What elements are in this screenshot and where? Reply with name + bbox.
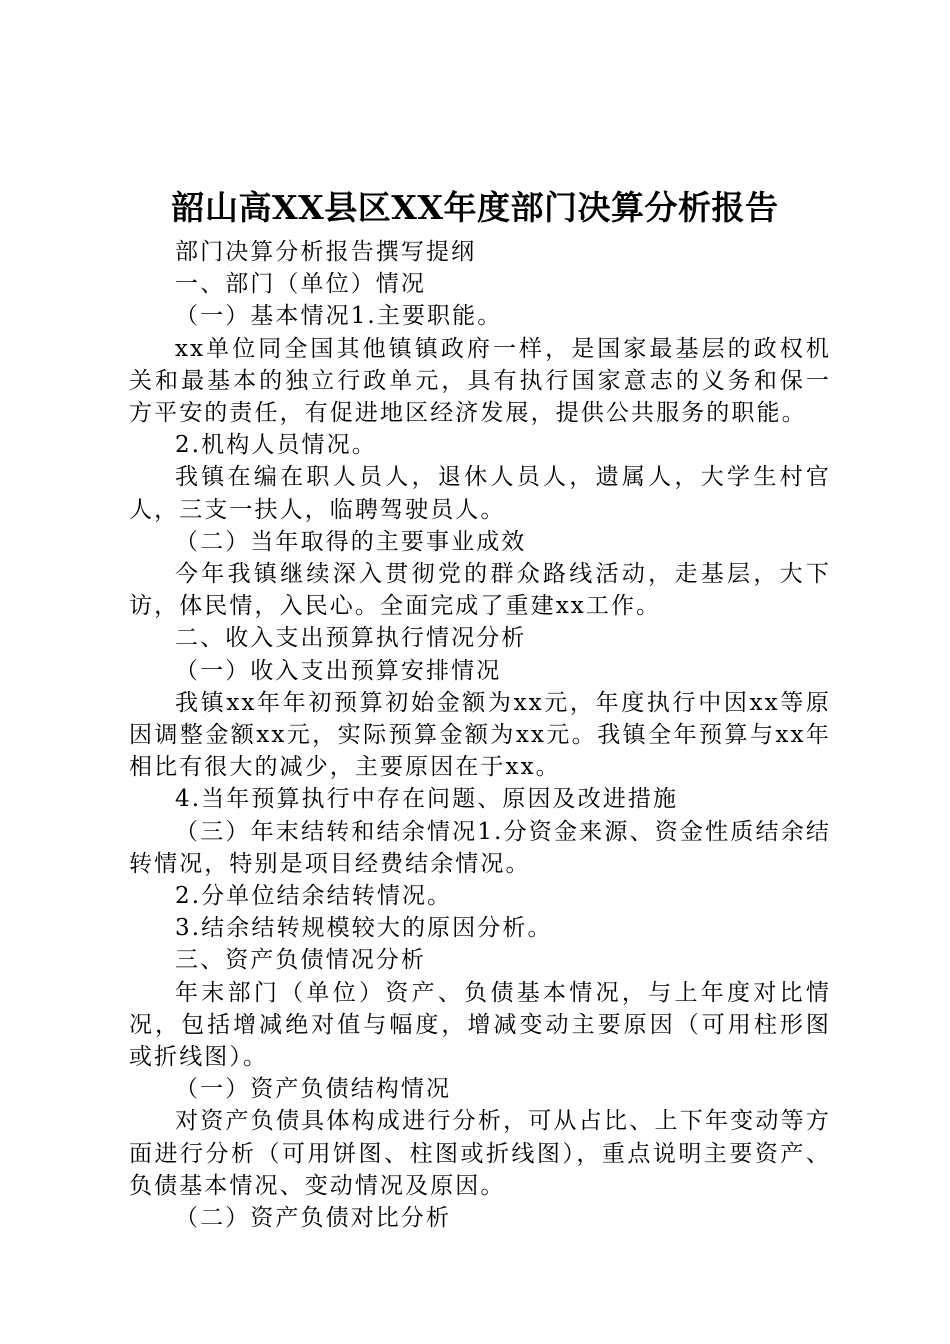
paragraph: 3.结余结转规模较大的原因分析。 (175, 915, 553, 942)
paragraph: xx单位同全国其他镇镇政府一样，是国家最基层的政权机关和最基本的独立行政单元，具有执行国家意志的义务和保一方平安的责任，有促进地区经济发展，提供公共服务的职能。 (129, 335, 831, 427)
paragraph: （一）资产负债结构情况 (175, 1076, 452, 1103)
paragraph: 4.当年预算执行中存在问题、原因及改进措施 (175, 786, 679, 813)
paragraph: 一、部门（单位）情况 (175, 271, 426, 298)
paragraph: 三、资产负债情况分析 (175, 947, 426, 974)
paragraph: 我镇在编在职人员人，退休人员人，遗属人，大学生村官人，三支一扶人，临聘驾驶员人。 (129, 464, 831, 523)
paragraph: 今年我镇继续深入贯彻党的群众路线活动，走基层，大下访，体民情，入民心。全面完成了重建xx工作。 (129, 561, 831, 620)
paragraph: （二）资产负债对比分析 (175, 1205, 452, 1232)
paragraph: 2.机构人员情况。 (175, 432, 377, 459)
paragraph: 二、收入支出预算执行情况分析 (175, 625, 527, 652)
paragraph: （三）年末结转和结余情况1.分资金来源、资金性质结余结转情况，特别是项目经费结余情况。 (129, 818, 831, 877)
paragraph: 我镇xx年年初预算初始金额为xx元，年度执行中因xx等原因调整金额xx元，实际预算金额为xx元。我镇全年预算与xx年相比有很大的减少，主要原因在于xx。 (129, 689, 831, 781)
paragraph: （一）基本情况1.主要职能。 (175, 303, 503, 330)
paragraph: 年末部门（单位）资产、负债基本情况，与上年度对比情况，包括增减绝对值与幅度，增减变动主要原因（可用柱形图或折线图）。 (129, 979, 831, 1071)
paragraph: （二）当年取得的主要事业成效 (175, 528, 527, 555)
paragraph: 2.分单位结余结转情况。 (175, 883, 453, 910)
paragraph: 对资产负债具体构成进行分析，可从占比、上下年变动等方面进行分析（可用饼图、柱图或折线图），重点说明主要资产、负债基本情况、变动情况及原因。 (129, 1108, 831, 1199)
paragraph: （一）收入支出预算安排情况 (175, 657, 502, 684)
document-body (129, 236, 831, 1234)
paragraph: 部门决算分析报告撰写提纲 (175, 239, 477, 265)
document-title: 韶山高XX县区XX年度部门决算分析报告 (171, 188, 779, 227)
